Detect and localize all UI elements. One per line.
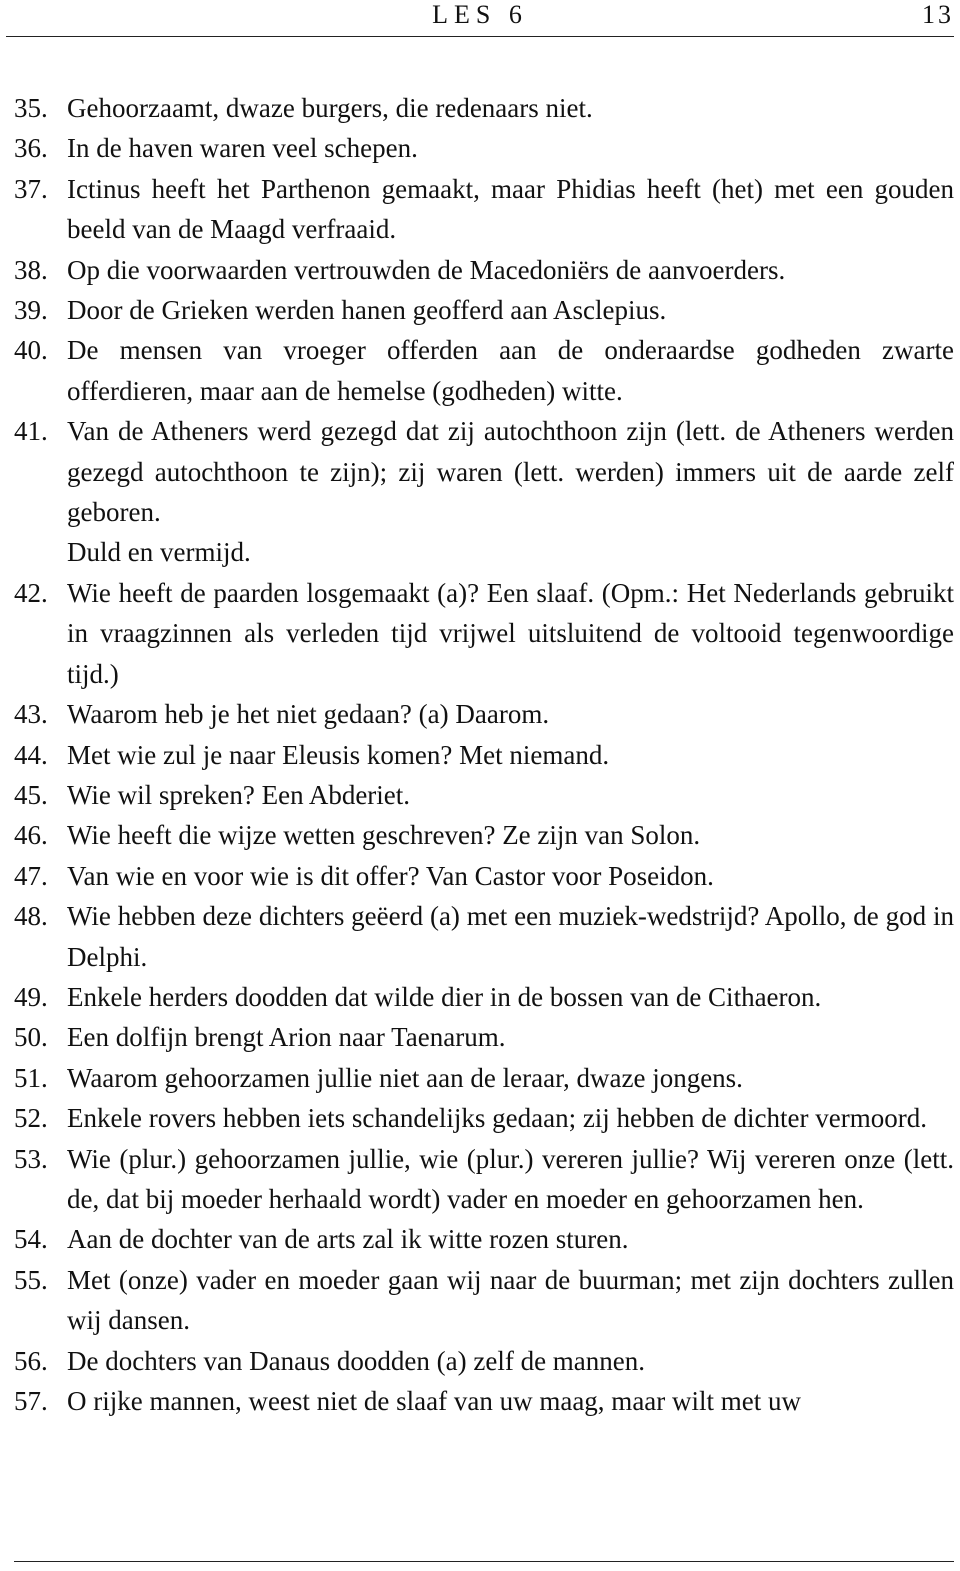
item-text: Waarom gehoorzamen jullie niet aan de leraar, dwaze jongens. xyxy=(67,1062,743,1093)
item-number: 57. xyxy=(14,1386,48,1416)
item-number: 35. xyxy=(14,93,48,123)
item-number: 49. xyxy=(14,981,48,1012)
item-number: 40. xyxy=(14,335,48,366)
chapter-title: LES 6 xyxy=(432,0,528,29)
item-number: 41. xyxy=(14,416,48,447)
item-number: 37. xyxy=(14,173,48,204)
item-note: Duld en vermijd. xyxy=(67,537,251,568)
exercise-item xyxy=(14,896,954,977)
exercise-item xyxy=(14,88,954,128)
item-text: Op die voorwaarden vertrouwden de Macedoniërs de aanvoerders. xyxy=(67,254,786,285)
item-number: 39. xyxy=(14,295,48,326)
item-number: 53. xyxy=(14,1143,48,1174)
exercise-item xyxy=(14,250,954,290)
item-text: Wie (plur.) gehoorzamen jullie, wie (plur.) vereren jullie? Wij vereren onze (lett. de, dat bij moeder herhaald wordt) vader en moeder en gehoorzamen hen. xyxy=(67,1143,954,1214)
item-number: 48. xyxy=(14,901,48,932)
item-text: Met wie zul je naar Eleusis komen? Met niemand. xyxy=(67,739,610,770)
item-number: 50. xyxy=(14,1022,48,1053)
item-number: 55. xyxy=(14,1264,48,1295)
exercise-item xyxy=(14,1260,954,1341)
item-text: Van de Atheners werd gezegd dat zij autochthoon zijn (lett. de Atheners werden gezegd autochthoon te zijn); zij waren (lett. werden) immers uit de aarde zelf geboren. xyxy=(67,416,954,528)
exercise-item xyxy=(14,330,954,411)
running-header xyxy=(6,0,954,37)
item-text: Een dolfijn brengt Arion naar Taenarum. xyxy=(67,1022,506,1053)
exercise-item xyxy=(14,573,954,694)
item-text: Van wie en voor wie is dit offer? Van Castor voor Poseidon. xyxy=(67,860,714,891)
exercise-item xyxy=(14,290,954,330)
item-text: Wie hebben deze dichters geëerd (a) met een muziek-wedstrijd? Apollo, de god in Delphi. xyxy=(67,901,954,972)
item-text: Waarom heb je het niet gedaan? (a) Daarom. xyxy=(67,699,550,730)
exercise-item xyxy=(14,775,954,815)
item-number: 56. xyxy=(14,1345,48,1376)
item-number: 46. xyxy=(14,820,48,851)
item-number: 54. xyxy=(14,1224,48,1255)
exercise-item xyxy=(14,1139,954,1220)
item-number: 44. xyxy=(14,739,48,770)
item-number: 36. xyxy=(14,133,48,164)
item-text: Door de Grieken werden hanen geofferd aan Asclepius. xyxy=(67,295,667,326)
item-text: Gehoorzaamt, dwaze burgers, die redenaars niet. xyxy=(67,93,593,123)
exercise-item xyxy=(14,1219,954,1259)
item-number: 43. xyxy=(14,699,48,730)
item-text: O rijke mannen, weest niet de slaaf van uw maag, maar wilt met uw xyxy=(67,1386,802,1416)
item-text: De mensen van vroeger offerden aan de onderaardse godheden zwarte offerdieren, maar aan de hemelse (godheden) witte. xyxy=(67,335,954,406)
item-number: 45. xyxy=(14,779,48,810)
item-text: Ictinus heeft het Parthenon gemaakt, maar Phidias heeft (het) met een gouden beeld van de Maagd verfraaid. xyxy=(67,173,954,245)
item-text: Enkele rovers hebben iets schandelijks gedaan; zij hebben de dichter vermoord. xyxy=(67,1103,927,1134)
bottom-divider xyxy=(14,1561,954,1562)
exercise-item xyxy=(14,815,954,855)
item-text: Wie wil spreken? Een Abderiet. xyxy=(67,779,411,810)
exercise-item xyxy=(14,169,954,250)
exercise-item xyxy=(14,1098,954,1138)
exercise-item xyxy=(14,977,954,1017)
item-text: Met (onze) vader en moeder gaan wij naar de buurman; met zijn dochters zullen wij dansen. xyxy=(67,1264,954,1336)
exercise-item xyxy=(14,694,954,734)
page-number: 13 xyxy=(922,0,954,29)
item-number: 51. xyxy=(14,1062,48,1093)
item-text: Aan de dochter van de arts zal ik witte rozen sturen. xyxy=(67,1224,629,1255)
item-text: De dochters van Danaus doodden (a) zelf de mannen. xyxy=(67,1345,646,1376)
item-number: 42. xyxy=(14,577,48,608)
item-text: Wie heeft de paarden losgemaakt (a)? Een slaaf. (Opm.: Het Nederlands gebruikt in vraagzinnen als verleden tijd vrijwel uitsluitend de voltooid tegenwoordige tijd.) xyxy=(67,577,954,689)
exercise-item xyxy=(14,1017,954,1057)
item-text: Wie heeft die wijze wetten geschreven? Ze zijn van Solon. xyxy=(67,820,701,851)
item-number: 47. xyxy=(14,860,48,891)
exercise-item xyxy=(14,128,954,168)
exercise-item xyxy=(14,1381,954,1421)
exercise-item xyxy=(14,1341,954,1381)
exercise-item xyxy=(14,856,954,896)
item-number: 52. xyxy=(14,1103,48,1134)
item-text: Enkele herders doodden dat wilde dier in de bossen van de Cithaeron. xyxy=(67,981,822,1012)
item-text: In de haven waren veel schepen. xyxy=(67,133,418,164)
exercise-list xyxy=(14,88,954,1421)
item-text-wrapper xyxy=(67,411,954,573)
item-number: 38. xyxy=(14,254,48,285)
exercise-item xyxy=(14,1058,954,1098)
exercise-item xyxy=(14,735,954,775)
exercise-item xyxy=(14,411,954,573)
